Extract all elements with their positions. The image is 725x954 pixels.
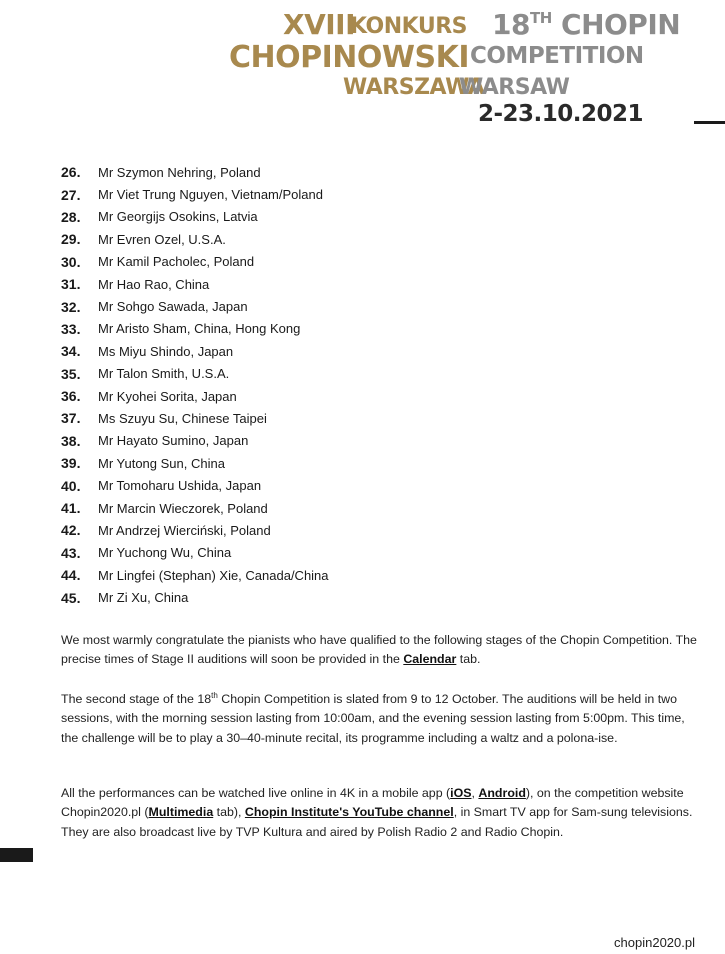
item-number: 37. xyxy=(61,410,81,427)
item-number: 41. xyxy=(61,500,81,517)
participant-name: Mr Marcin Wieczorek, Poland xyxy=(98,500,268,516)
list-item xyxy=(61,519,329,541)
p1-text-1: We most warmly congratulate the pianists who have qualified to the following stages of the Chopin Competition. The precise times of Stage II auditions will soon be provided in the xyxy=(61,633,697,667)
header-number: 18 xyxy=(492,8,530,41)
list-item xyxy=(61,318,329,340)
multimedia-link[interactable]: Multimedia xyxy=(148,805,214,820)
list-item xyxy=(61,363,329,385)
list-item xyxy=(61,340,329,362)
footer-website: chopin2020.pl xyxy=(614,935,695,950)
item-number: 43. xyxy=(61,544,81,561)
p3-text-2: , xyxy=(471,786,479,800)
participant-name: Mr Georgijs Osokins, Latvia xyxy=(98,209,258,225)
item-number: 35. xyxy=(61,365,81,382)
p3-text-3: ), on the competition website Chopin2020.pl ( xyxy=(61,786,684,820)
participant-name: Mr Hao Rao, China xyxy=(98,276,210,292)
list-item xyxy=(61,161,329,183)
list-item xyxy=(61,407,329,429)
p2-text-1: The second stage of the 18 xyxy=(61,692,212,707)
participant-name: Mr Yutong Sun, China xyxy=(98,455,225,471)
participant-name: Mr Kamil Pacholec, Poland xyxy=(98,254,255,270)
participant-name: Mr Lingfei (Stephan) Xie, Canada/China xyxy=(98,567,329,583)
item-number: 29. xyxy=(61,231,81,248)
header-18th-chopin xyxy=(492,8,680,41)
list-item xyxy=(61,497,329,519)
p1-text-2: tab. xyxy=(456,652,481,667)
calendar-link[interactable]: Calendar xyxy=(403,652,457,667)
list-item xyxy=(61,228,329,250)
item-number: 39. xyxy=(61,455,81,472)
android-link[interactable]: Android xyxy=(478,786,526,800)
participant-name: Ms Szuyu Su, Chinese Taipei xyxy=(98,410,267,426)
item-number: 42. xyxy=(61,522,81,539)
participants-list xyxy=(61,161,329,609)
congratulations-paragraph xyxy=(61,631,701,670)
participant-name: Mr Szymon Nehring, Poland xyxy=(98,164,261,180)
list-item xyxy=(61,452,329,474)
list-item xyxy=(61,474,329,496)
item-number: 26. xyxy=(61,164,81,181)
participant-name: Mr Sohgo Sawada, Japan xyxy=(98,299,248,315)
decorative-dash xyxy=(694,121,725,124)
item-number: 28. xyxy=(61,208,81,225)
participant-name: Mr Viet Trung Nguyen, Vietnam/Poland xyxy=(98,187,323,203)
p2-superscript: th xyxy=(211,691,218,700)
list-item xyxy=(61,586,329,608)
list-item xyxy=(61,564,329,586)
list-item xyxy=(61,542,329,564)
item-number: 33. xyxy=(61,320,81,337)
competition-header xyxy=(0,0,725,130)
decorative-bar xyxy=(0,848,33,862)
p3-text-4: tab), xyxy=(213,805,245,820)
participant-name: Mr Aristo Sham, China, Hong Kong xyxy=(98,321,301,337)
item-number: 38. xyxy=(61,432,81,449)
item-number: 34. xyxy=(61,343,81,360)
header-chopin: CHOPIN xyxy=(561,8,681,41)
participant-name: Mr Zi Xu, China xyxy=(98,590,189,606)
p3-text-1: All the performances can be watched live online in 4K in a mobile app ( xyxy=(61,786,451,800)
item-number: 30. xyxy=(61,253,81,270)
participant-name: Mr Kyohei Sorita, Japan xyxy=(98,388,237,404)
list-item xyxy=(61,183,329,205)
header-competition: COMPETITION xyxy=(470,43,644,69)
item-number: 45. xyxy=(61,589,81,606)
youtube-channel-link[interactable]: Chopin Institute's YouTube channel xyxy=(244,805,454,820)
header-warszawa: WARSZAWA xyxy=(343,75,485,100)
item-number: 31. xyxy=(61,276,81,293)
item-number: 32. xyxy=(61,298,81,315)
item-number: 44. xyxy=(61,567,81,584)
list-item xyxy=(61,251,329,273)
competition-dates: 2-23.10.2021 xyxy=(478,101,644,127)
header-roman-numeral: XVIII xyxy=(283,8,356,41)
p3-text-5: , in Smart TV app for Sam-sung televisions. They are also broadcast live by TVP Kultura and aired by Polish Radio 2 and Radio Chopin. xyxy=(61,805,693,839)
item-number: 36. xyxy=(61,388,81,405)
item-number: 27. xyxy=(61,186,81,203)
participant-name: Mr Hayato Sumino, Japan xyxy=(98,433,249,449)
p2-text-2: Chopin Competition is slated from 9 to 12 October. The auditions will be held in two sessions, with the morning session lasting from 10:00am, and the evening session lasting from 5:00pm. This time, the challenge will be to play a 30–40-minute recital, its programme including a waltz and a polona-ise. xyxy=(61,692,685,745)
participant-name: Mr Andrzej Wierciński, Poland xyxy=(98,522,271,538)
ios-link[interactable]: iOS xyxy=(450,786,472,800)
stage-two-paragraph xyxy=(61,686,701,748)
list-item xyxy=(61,273,329,295)
header-chopinowski: CHOPINOWSKI xyxy=(229,40,469,75)
participant-name: Mr Talon Smith, U.S.A. xyxy=(98,366,230,382)
participant-name: Ms Miyu Shindo, Japan xyxy=(98,343,234,359)
participant-name: Mr Evren Ozel, U.S.A. xyxy=(98,231,226,247)
header-number-suffix: TH xyxy=(529,9,552,27)
list-item xyxy=(61,206,329,228)
list-item xyxy=(61,385,329,407)
list-item xyxy=(61,430,329,452)
header-konkurs: KONKURS xyxy=(350,14,467,39)
participant-name: Mr Tomoharu Ushida, Japan xyxy=(98,478,262,494)
header-warsaw: WARSAW xyxy=(459,75,570,100)
broadcast-paragraph xyxy=(61,784,701,842)
item-number: 40. xyxy=(61,477,81,494)
participant-name: Mr Yuchong Wu, China xyxy=(98,545,232,561)
list-item xyxy=(61,295,329,317)
